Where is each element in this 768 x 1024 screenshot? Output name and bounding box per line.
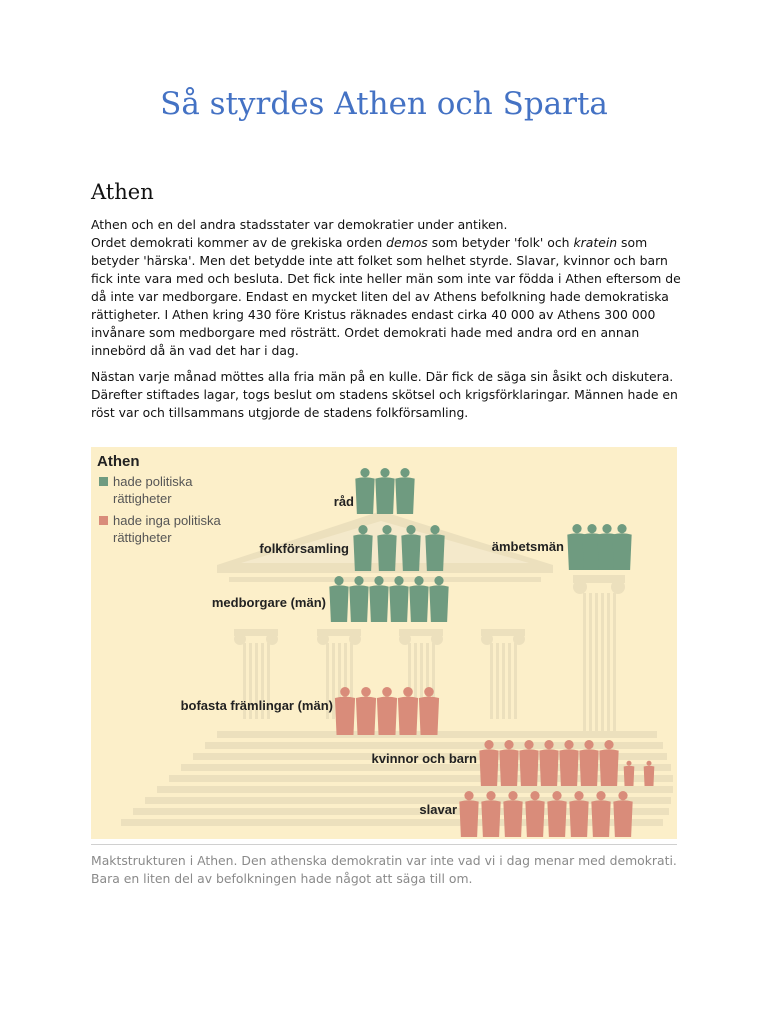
- person-body: [525, 800, 544, 837]
- person-body: [369, 585, 388, 622]
- legend-swatch-green: [99, 477, 108, 486]
- person-head: [406, 525, 415, 534]
- label-slavar: slavar: [419, 802, 457, 817]
- person-body: [613, 800, 632, 837]
- person-body: [624, 766, 635, 786]
- paragraph-assembly: Nästan varje månad möttes alla fria män på en kulle. Där fick de säga sin åsikt och diskutera. Därefter stiftades lagar, togs beslut om stadens skötsel och krigsförklaringar. Männen hade en röst var och tillsammans utgjorde de stadens folkförsamling.: [91, 369, 678, 420]
- temple-step: [205, 742, 663, 749]
- person-body: [419, 697, 439, 735]
- temple-frieze: [229, 577, 541, 582]
- person-body: [355, 477, 374, 514]
- tall-column-flute: [607, 593, 610, 733]
- person-body: [547, 800, 566, 837]
- tall-column-flute: [613, 593, 616, 733]
- person-head: [394, 576, 403, 585]
- legend-label-norights-2: rättigheter: [113, 530, 172, 545]
- person-figure: [395, 468, 414, 514]
- person-figure: [355, 468, 374, 514]
- person-figure: [409, 576, 428, 622]
- caption-divider: [91, 844, 677, 845]
- person-head: [524, 740, 533, 749]
- person-head: [596, 791, 605, 800]
- label-bofasta: bofasta främlingar (män): [180, 698, 333, 713]
- person-body: [377, 534, 396, 571]
- tall-column-flute: [595, 593, 598, 733]
- person-head: [424, 687, 434, 697]
- temple-step: [157, 786, 673, 793]
- person-body: [377, 697, 397, 735]
- person-body: [429, 585, 448, 622]
- person-figure: [329, 576, 348, 622]
- person-head: [604, 740, 613, 749]
- legend-swatch-red: [99, 516, 108, 525]
- person-head: [464, 791, 473, 800]
- text-span: som: [617, 235, 648, 250]
- person-head: [334, 576, 343, 585]
- person-head: [646, 761, 651, 766]
- word-kratein: kratein: [573, 235, 618, 250]
- person-head: [626, 761, 631, 766]
- person-head: [504, 740, 513, 749]
- person-figure: [389, 576, 408, 622]
- athens-diagram: [91, 447, 677, 839]
- person-body: [356, 697, 376, 735]
- person-head: [340, 687, 350, 697]
- text-span: Ordet demokrati kommer av de grekiska orden: [91, 235, 387, 250]
- text-span: som betyder 'folk' och: [427, 235, 574, 250]
- person-body: [409, 585, 428, 622]
- column-flute: [502, 643, 505, 719]
- person-body: [401, 534, 420, 571]
- person-head: [530, 791, 539, 800]
- tall-column-flute: [589, 593, 592, 733]
- person-head: [354, 576, 363, 585]
- person-body: [539, 749, 558, 786]
- person-head: [617, 524, 626, 533]
- person-body: [329, 585, 348, 622]
- person-figure: [369, 576, 388, 622]
- label-rad: råd: [333, 494, 354, 509]
- tall-column-flute: [583, 593, 586, 733]
- person-head: [484, 740, 493, 749]
- person-head: [361, 687, 371, 697]
- legend-label-rights-2: rättigheter: [113, 491, 172, 506]
- person-figure: [356, 687, 376, 735]
- paragraph-rest: betyder 'härska'. Men det betydde inte att folket som helhet styrde. Slavar, kvinnor och barn fick inte vara med och besluta. Det fick inte heller män som inte var födda i Athen eftersom de då inte var medborgare. Endast en mycket liten del av Athens befolkning hade demokratiska rättigheter. I Athen kring 430 före Kristus räknades endast cirka 40 000 av Athens 300 000 invånare som medborgare med rösträtt. Ordet demokrati hade med andra ord en annan innebörd då än vad det har i dag.: [91, 253, 681, 358]
- person-head: [380, 468, 389, 477]
- figure-caption: Maktstrukturen i Athen. Den athenska demokratin var inte vad vi i dag menar med demokrati. Bara en liten del av befolkningen hade något att säga till om.: [91, 853, 677, 886]
- person-body: [519, 749, 538, 786]
- person-body: [569, 800, 588, 837]
- paragraph-line-1: Athen och en del andra stadsstater var demokratier under antiken.: [91, 217, 508, 232]
- person-head: [584, 740, 593, 749]
- person-head: [382, 687, 392, 697]
- athens-power-structure-figure: [91, 447, 677, 839]
- person-body: [353, 534, 372, 571]
- person-body: [335, 697, 355, 735]
- person-body: [612, 533, 631, 570]
- person-body: [425, 534, 444, 571]
- figure-title: Athen: [97, 453, 140, 470]
- person-head: [403, 687, 413, 697]
- person-body: [503, 800, 522, 837]
- person-body: [579, 749, 598, 786]
- person-head: [602, 524, 611, 533]
- person-body: [599, 749, 618, 786]
- person-head: [564, 740, 573, 749]
- column-flute: [490, 643, 493, 719]
- person-body: [389, 585, 408, 622]
- tall-column-volute: [611, 580, 625, 594]
- person-head: [400, 468, 409, 477]
- person-figure: [612, 524, 631, 570]
- label-medborgare: medborgare (män): [211, 595, 326, 610]
- tall-column-flute: [601, 593, 604, 733]
- person-body: [479, 749, 498, 786]
- tall-column-volute: [573, 580, 587, 594]
- person-head: [508, 791, 517, 800]
- column-flute: [508, 643, 511, 719]
- person-head: [382, 525, 391, 534]
- person-head: [552, 791, 561, 800]
- person-body: [375, 477, 394, 514]
- person-head: [618, 791, 627, 800]
- word-demos: demos: [386, 235, 428, 250]
- person-head: [374, 576, 383, 585]
- person-body: [459, 800, 478, 837]
- person-body: [591, 800, 610, 837]
- person-figure: [377, 687, 397, 735]
- person-head: [544, 740, 553, 749]
- section-heading-athen: Athen: [91, 180, 154, 204]
- legend-label-rights-1: hade politiska: [113, 474, 193, 489]
- person-body: [644, 766, 655, 786]
- person-head: [430, 525, 439, 534]
- person-body: [398, 697, 418, 735]
- temple-step: [133, 808, 669, 815]
- page-title: Så styrdes Athen och Sparta: [160, 86, 608, 122]
- person-head: [414, 576, 423, 585]
- person-body: [481, 800, 500, 837]
- person-head: [360, 468, 369, 477]
- paragraph-democracy: [91, 216, 691, 360]
- column-flute: [514, 643, 517, 719]
- paragraph-line-2: [91, 234, 691, 252]
- label-folkforsamling: folkförsamling: [259, 541, 349, 556]
- person-body: [395, 477, 414, 514]
- person-body: [559, 749, 578, 786]
- person-figure: [349, 576, 368, 622]
- person-figure: [375, 468, 394, 514]
- person-head: [587, 524, 596, 533]
- person-head: [486, 791, 495, 800]
- person-head: [572, 524, 581, 533]
- person-body: [499, 749, 518, 786]
- person-head: [574, 791, 583, 800]
- person-figure: [429, 576, 448, 622]
- person-head: [358, 525, 367, 534]
- label-ambetsman: ämbetsmän: [491, 539, 564, 554]
- person-body: [349, 585, 368, 622]
- label-kvinnor-barn: kvinnor och barn: [371, 751, 477, 766]
- column-flute: [496, 643, 499, 719]
- legend-label-norights-1: hade inga politiska: [113, 513, 221, 528]
- person-head: [434, 576, 443, 585]
